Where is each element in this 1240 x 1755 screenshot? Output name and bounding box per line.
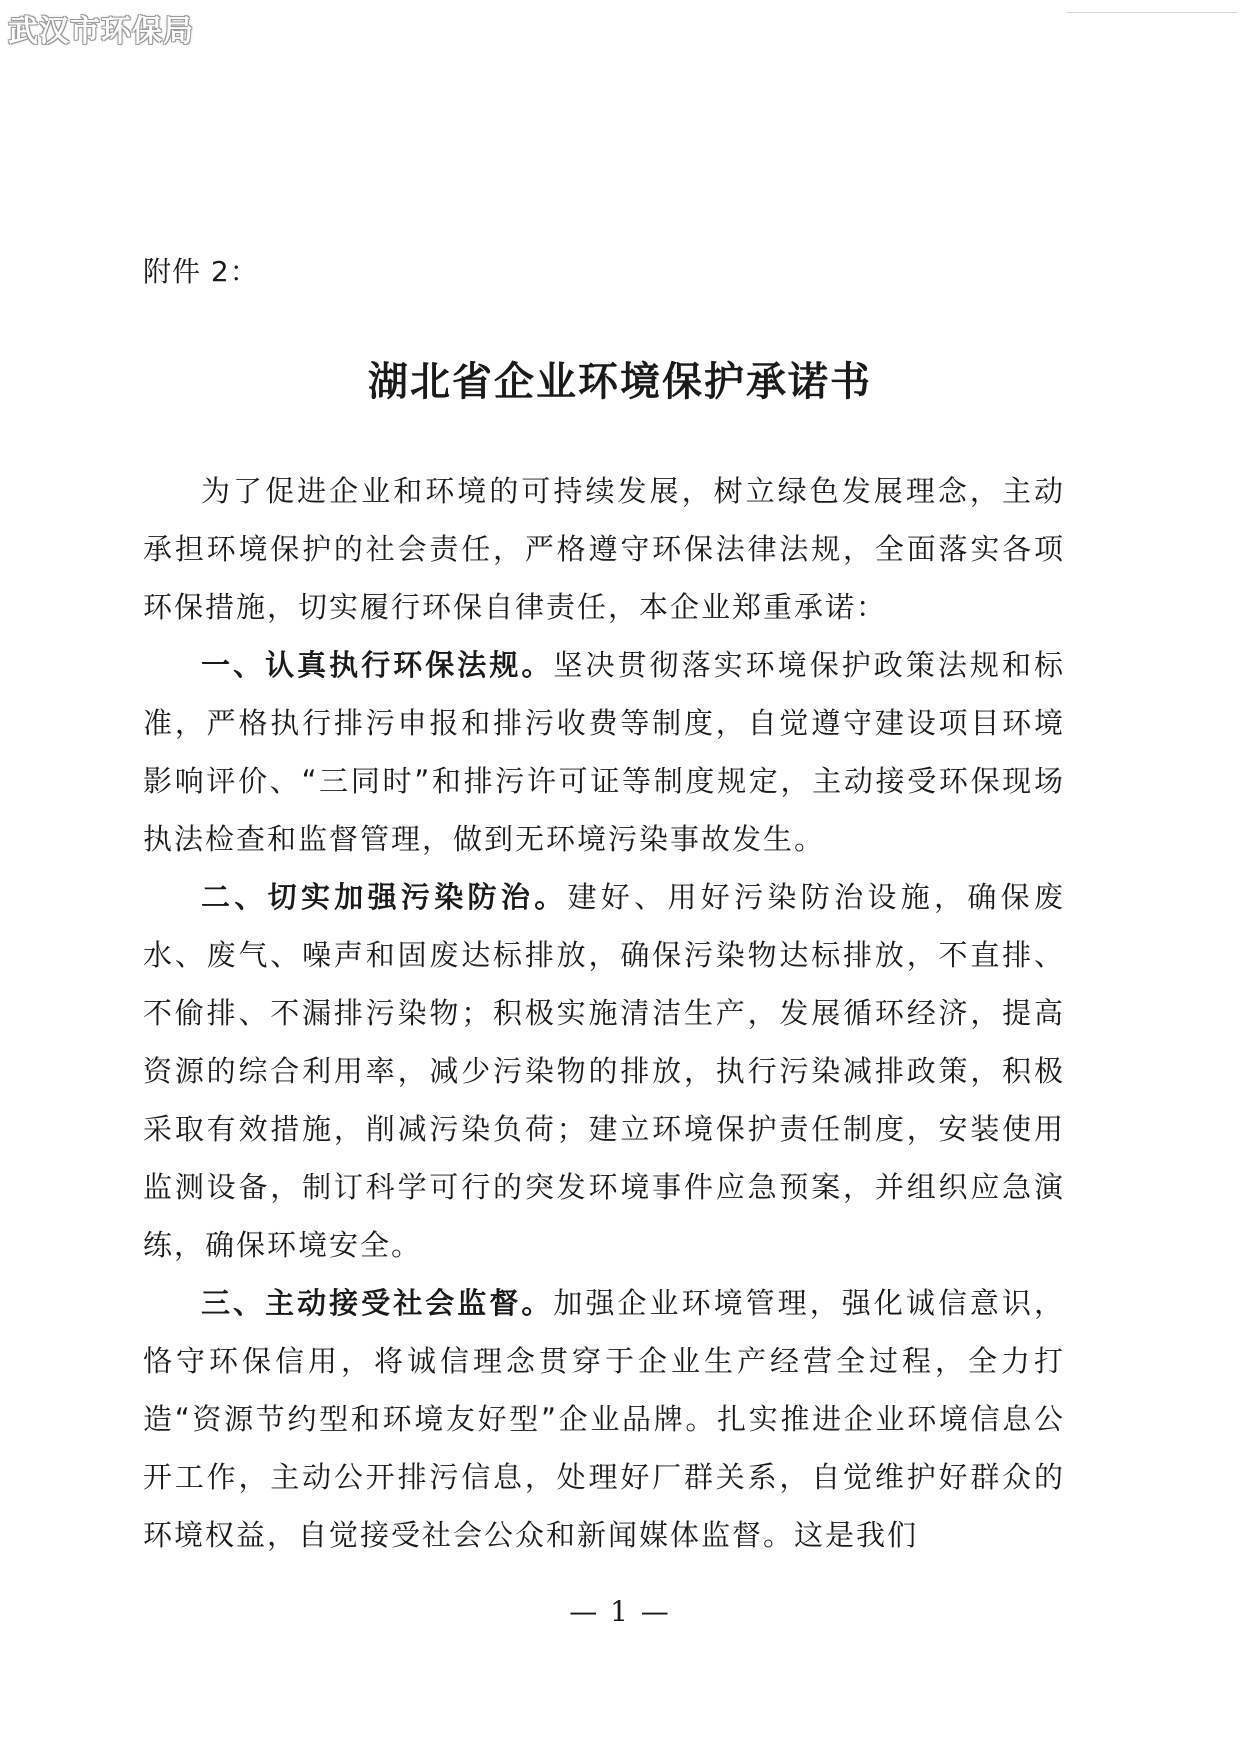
- document-body: [143, 462, 1065, 1564]
- paragraph-heading: 二、切实加强污染防治。: [201, 880, 568, 914]
- paragraph-intro: [143, 462, 1065, 636]
- paragraph-text: 建好、用好污染防治设施，确保废水、废气、噪声和固废达标排放，确保污染物达标排放，不直排、不偷排、不漏排污染物；积极实施清洁生产，发展循环经济，提高资源的综合利用率，减少污染物的排放，执行污染减排政策，积极采取有效措施，削减污染负荷；建立环境保护责任制度，安装使用监测设备，制订科学可行的突发环境事件应急预案，并组织应急演练，确保环境安全。: [143, 880, 1065, 1262]
- paragraph-heading: 三、主动接受社会监督。: [201, 1286, 554, 1320]
- paragraph-text: 加强企业环境管理，强化诚信意识，恪守环保信用，将诚信理念贯穿于企业生产经营全过程，全力打造“资源节约型和环境友好型”企业品牌。扎实推进企业环境信息公开工作，主动公开排污信息，处理好厂群关系，自觉维护好群众的环境权益，自觉接受社会公众和新闻媒体监督。这是我们: [143, 1286, 1065, 1552]
- paragraph-section-2: [143, 868, 1065, 1274]
- watermark-logo: 武汉市环保局: [8, 14, 194, 49]
- page-number: — 1 —: [569, 1595, 671, 1628]
- paragraph-section-1: [143, 636, 1065, 868]
- attachment-label: 附件 2：: [143, 255, 259, 288]
- scan-edge-line: [1066, 12, 1238, 13]
- paragraph-heading: 一、认真执行环保法规。: [201, 648, 554, 682]
- paragraph-section-3: [143, 1274, 1065, 1564]
- paragraph-text: 为了促进企业和环境的可持续发展，树立绿色发展理念，主动承担环境保护的社会责任，严格遵守环保法律法规，全面落实各项环保措施，切实履行环保自律责任，本企业郑重承诺：: [143, 474, 1065, 624]
- paragraph-text: 坚决贯彻落实环境保护政策法规和标准，严格执行排污申报和排污收费等制度，自觉遵守建设项目环境影响评价、“三同时”和排污许可证等制度规定，主动接受环保现场执法检查和监督管理，做到无环境污染事故发生。: [143, 648, 1065, 856]
- document-title: 湖北省企业环境保护承诺书: [368, 359, 872, 405]
